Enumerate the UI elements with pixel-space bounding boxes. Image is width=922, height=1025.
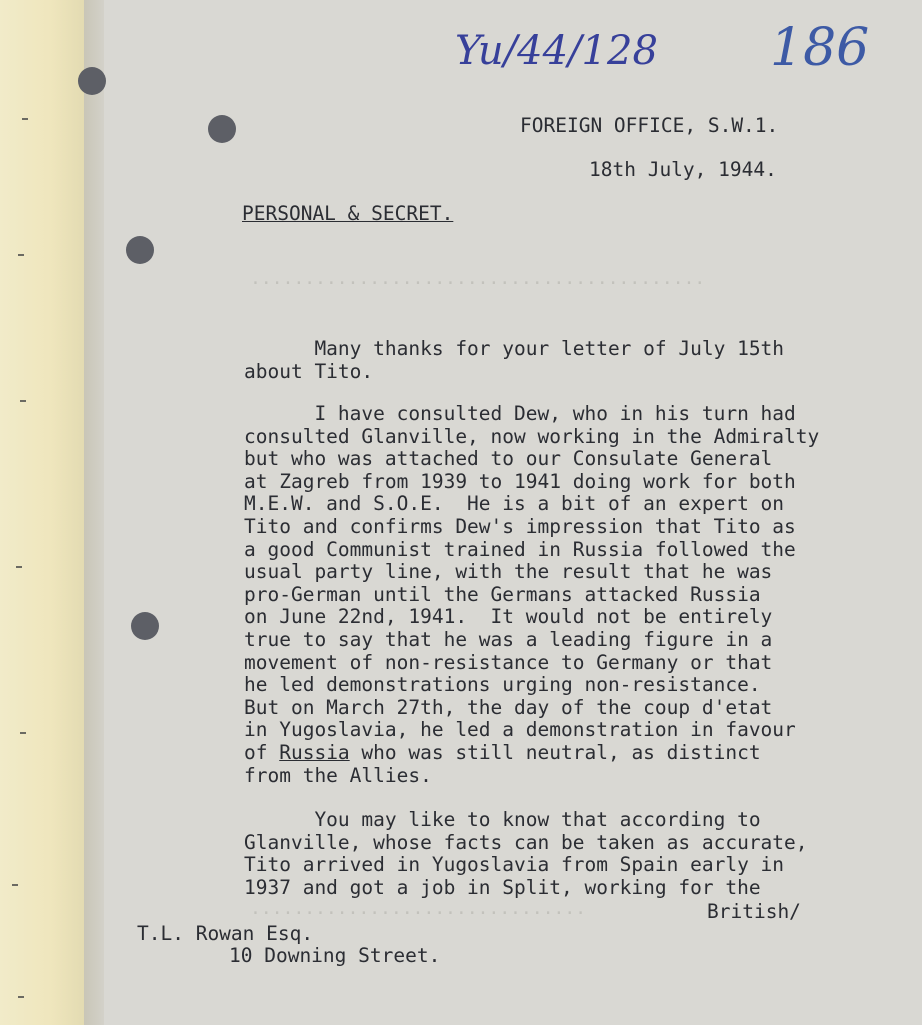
- paragraph-3: [244, 809, 808, 899]
- continuation-catchword: British/: [707, 900, 801, 923]
- classification-heading: PERSONAL & SECRET.: [242, 202, 454, 225]
- binding-mark: [12, 884, 18, 886]
- text-fragment: who was still neutral, as distinct: [349, 740, 761, 764]
- punch-hole: [208, 115, 236, 143]
- text-line: consulted Glanville, now working in the Admiralty: [244, 424, 820, 448]
- addressee-address: 10 Downing Street.: [229, 944, 441, 967]
- text-line: Glanville, whose facts can be taken as accurate,: [244, 830, 808, 854]
- text-line: pro-German until the Germans attacked Russia: [244, 582, 761, 606]
- text-line: M.E.W. and S.O.E. He is a bit of an expert on: [244, 492, 785, 516]
- text-line: [244, 742, 819, 765]
- text-line: at Zagreb from 1939 to 1941 doing work for both: [244, 469, 796, 493]
- text-line: Tito arrived in Yugoslavia from Spain early in: [244, 853, 785, 877]
- punch-hole: [126, 236, 154, 264]
- text-line: on June 22nd, 1941. It would not be entirely: [244, 605, 773, 629]
- text-line: Many thanks for your letter of July 15th: [244, 337, 785, 360]
- text-line: a good Communist trained in Russia followed the: [244, 537, 796, 561]
- text-line: I have consulted Dew, who in his turn had: [244, 402, 796, 425]
- punch-hole: [78, 67, 106, 95]
- folio-number: 186: [770, 18, 870, 78]
- punch-hole: [131, 612, 159, 640]
- text-line: But on March 27th, the day of the coup d'etat: [244, 695, 773, 719]
- file-binding-strip: [0, 0, 84, 1025]
- text-line: movement of non-resistance to Germany or that: [244, 650, 773, 674]
- bleed-through-text: ..........................................: [250, 268, 706, 289]
- bleed-through-text: ...............................: [250, 898, 586, 919]
- text-line: Tito and confirms Dew's impression that Tito as: [244, 514, 796, 538]
- text-line: about Tito.: [244, 359, 374, 383]
- binding-mark: [18, 996, 24, 998]
- text-line: true to say that he was a leading figure in a: [244, 627, 773, 651]
- binding-mark: [22, 118, 28, 120]
- text-line: he led demonstrations urging non-resistance.: [244, 673, 761, 697]
- text-line: but who was attached to our Consulate General: [244, 447, 773, 471]
- underlined-word: Russia: [279, 740, 350, 764]
- handwritten-reference: Yu/44/128: [455, 28, 658, 74]
- sender-office: FOREIGN OFFICE, S.W.1.: [520, 114, 779, 137]
- text-line: from the Allies.: [244, 763, 432, 787]
- paragraph-1: [244, 338, 784, 383]
- binding-mark: [18, 254, 24, 256]
- addressee-name: T.L. Rowan Esq.: [137, 922, 314, 945]
- binding-shadow: [84, 0, 104, 1025]
- text-line: 1937 and got a job in Split, working for the: [244, 875, 761, 899]
- text-line: usual party line, with the result that he was: [244, 560, 773, 584]
- binding-mark: [20, 400, 26, 402]
- binding-mark: [16, 566, 22, 568]
- paragraph-2: [244, 403, 819, 787]
- text-line: in Yugoslavia, he led a demonstration in favour: [244, 718, 796, 742]
- text-fragment: of: [244, 740, 280, 764]
- letter-date: 18th July, 1944.: [589, 158, 777, 181]
- text-line: You may like to know that according to: [244, 808, 761, 831]
- binding-mark: [20, 732, 26, 734]
